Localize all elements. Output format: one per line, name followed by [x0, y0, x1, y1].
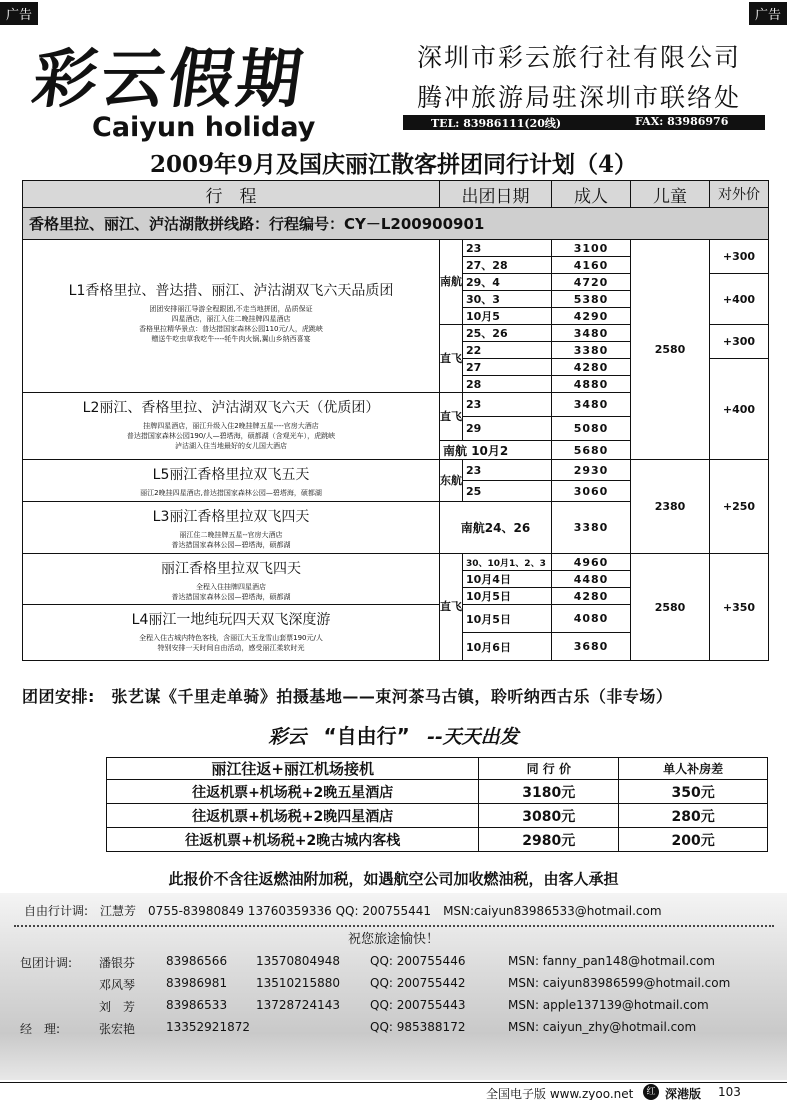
- adult-price: 4720: [552, 274, 631, 291]
- itinerary-l4: [23, 605, 440, 661]
- contact-mobile: 13570804948: [256, 954, 340, 968]
- table-row: [107, 828, 768, 852]
- free-single: 350元: [619, 780, 768, 804]
- free-price: 3080元: [479, 804, 619, 828]
- company-name: 深圳市彩云旅行社有限公司: [417, 43, 742, 72]
- itinerary-note: 四星酒店，丽江入住二晚挂牌四星酒店: [171, 315, 291, 323]
- adult-price: 3060: [552, 481, 631, 502]
- itinerary-title: 丽江香格里拉双飞四天: [161, 561, 301, 577]
- adult-price: 4290: [552, 308, 631, 325]
- adult-price: 5380: [552, 291, 631, 308]
- seal-icon: 红: [643, 1084, 659, 1100]
- adult-price: 2930: [552, 460, 631, 481]
- footer-edition: 深港版: [665, 1087, 702, 1100]
- airline-donghang: 东航: [440, 460, 463, 502]
- free-travel-table: [106, 757, 768, 852]
- adult-price: 3480: [552, 325, 631, 342]
- group-contact-label: 包团计调:: [20, 956, 73, 970]
- airline-zhifei: 直飞: [440, 325, 463, 393]
- date-cell: 28: [463, 376, 552, 393]
- retail-extra: +400: [710, 359, 769, 460]
- contact-name: 刘 芳: [99, 1000, 136, 1014]
- itinerary-note: 香格里拉精华景点：普达措国家森林公园110元/人，虎跳峡: [139, 325, 323, 333]
- free-header-item: 丽江往返+丽江机场接机: [107, 758, 479, 780]
- itinerary-title: L1香格里拉、普达措、丽江、泸沽湖双飞六天品质团: [68, 283, 394, 299]
- adult-price: 5680: [552, 441, 631, 460]
- itinerary-note: 团团安排丽江导游全程跟团,不走当地拼团，品质保证: [149, 305, 313, 313]
- date-cell: 30、3: [463, 291, 552, 308]
- contact-qq: QQ: 200755443: [370, 998, 466, 1012]
- itinerary-note: 普达措国家森林公园190/人—碧塔海，硕都湖（含观光车），虎跳峡: [126, 432, 336, 440]
- adult-price: 4880: [552, 376, 631, 393]
- adult-price: 4960: [552, 554, 631, 571]
- header-itinerary: 行 程: [23, 181, 440, 208]
- contact-name: 潘银芬: [99, 956, 136, 970]
- free-travel-contact: 自由行计调: 江慧芳 0755-83980849 13760359336 QQ: 200755441 MSN:caiyun83986533@hotmail.com: [24, 904, 662, 918]
- header-adult: 成人: [552, 181, 631, 208]
- free-item: 往返机票+机场税+2晚五星酒店: [107, 780, 479, 804]
- itinerary-note: 丽江住二晚挂牌五星--官房大酒店: [179, 531, 283, 539]
- date-cell: 29: [463, 417, 552, 441]
- adult-price: 4160: [552, 257, 631, 274]
- itinerary-note: 挂牌四星酒店，丽江升级入住2晚挂牌五星----官房大酒店: [143, 422, 319, 430]
- ad-tag-left: 广告: [0, 2, 38, 25]
- airline-zhifei: 直飞: [440, 554, 463, 661]
- itinerary-note: 丽江2晚挂四星酒店,普达措国家森林公园—碧塔海，硕都湖: [140, 489, 322, 497]
- free-price: 2980元: [479, 828, 619, 852]
- itinerary-note: 赠送牛吃虫草我吃牛----牦牛肉火锅,翼山乡纳西喜宴: [151, 335, 311, 343]
- contact-mobile: 13352921872: [166, 1020, 250, 1034]
- date-cell: 南航24、26: [440, 502, 552, 554]
- date-cell: 27: [463, 359, 552, 376]
- contact-name: 张宏艳: [99, 1022, 136, 1036]
- table-header: [23, 181, 769, 208]
- adult-price: 3100: [552, 240, 631, 257]
- date-cell: 23: [463, 240, 552, 257]
- free-travel-daily: --天天出发: [426, 726, 519, 748]
- dotted-divider: [14, 925, 774, 927]
- itinerary-note: 全程入住挂牌四星酒店: [196, 583, 266, 591]
- adult-price: 3680: [552, 633, 631, 661]
- group-arrangement: 团团安排: 张艺谋《千里走单骑》拍摄基地——束河茶马古镇，聆听纳西古乐（非专场）: [22, 687, 673, 706]
- free-travel-name: “自由行”: [323, 724, 410, 748]
- table-row: [107, 804, 768, 828]
- date-cell: 25: [463, 481, 552, 502]
- adult-price: 5080: [552, 417, 631, 441]
- liaison-office: 腾冲旅游局驻深圳市联络处: [417, 83, 742, 112]
- adult-price: 3480: [552, 393, 631, 417]
- retail-extra: +250: [710, 460, 769, 554]
- itinerary-title: L2丽江、香格里拉、泸沽湖双飞六天（优质团）: [82, 400, 380, 416]
- itinerary-note: 全程入住古城内特色客栈，含丽江大玉龙雪山套票190元/人: [139, 634, 323, 642]
- itinerary-l3b: [23, 554, 440, 605]
- contact-name: 邓风琴: [99, 978, 136, 992]
- free-header-single: 单人补房差: [619, 758, 768, 780]
- itinerary-l1: [23, 240, 440, 393]
- contact-mobile: 13728724143: [256, 998, 340, 1012]
- contact-qq: QQ: 200755442: [370, 976, 466, 990]
- itinerary-note: 特别安排一天时间自由活动，感受丽江柔软时光: [157, 644, 305, 652]
- free-single: 200元: [619, 828, 768, 852]
- free-item: 往返机票+机场税+2晚四星酒店: [107, 804, 479, 828]
- date-cell: 10月5: [463, 308, 552, 325]
- contact-msn: MSN: apple137139@hotmail.com: [508, 998, 709, 1012]
- free-item: 往返机票+机场税+2晚古城内客栈: [107, 828, 479, 852]
- blessing: 祝您旅途愉快！: [347, 932, 439, 947]
- contact-msn: MSN: fanny_pan148@hotmail.com: [508, 954, 715, 968]
- contact-bar: [403, 115, 765, 130]
- child-price: 2380: [631, 460, 710, 554]
- tour-price-table: [22, 180, 769, 661]
- contact-msn: MSN: caiyun_zhy@hotmail.com: [508, 1020, 697, 1034]
- contact-tel: 83986533: [166, 998, 228, 1012]
- date-cell: 23: [463, 460, 552, 481]
- contact-msn: MSN: caiyun83986599@hotmail.com: [508, 976, 731, 990]
- page-footer: [0, 1082, 787, 1100]
- adult-price: 3380: [552, 502, 631, 554]
- itinerary-l2: [23, 393, 440, 460]
- date-cell: 10月5日: [463, 588, 552, 605]
- route-title: 香格里拉、丽江、泸沽湖散拼线路：行程编号：CY－L200900901: [23, 208, 769, 240]
- retail-extra: +350: [710, 554, 769, 661]
- child-price: 2580: [631, 240, 710, 460]
- brand-logo-cn: 彩云假期: [27, 42, 311, 117]
- date-value: 10月2: [471, 443, 509, 458]
- free-single: 280元: [619, 804, 768, 828]
- adult-price: 4280: [552, 588, 631, 605]
- date-cell: 22: [463, 342, 552, 359]
- table-row: [107, 780, 768, 804]
- child-price: 2580: [631, 554, 710, 661]
- adult-price: 4080: [552, 605, 631, 633]
- fax-number: FAX: 83986976: [635, 115, 729, 128]
- page-headline: 2009年9月及国庆丽江散客拼团同行计划（4）: [149, 151, 638, 178]
- itinerary-title: L4丽江一地纯玩四天双飞深度游: [131, 612, 331, 628]
- header-date: 出团日期: [440, 181, 552, 208]
- retail-extra: +300: [710, 325, 769, 359]
- free-header-price: 同 行 价: [479, 758, 619, 780]
- contact-qq: QQ: 985388172: [370, 1020, 466, 1034]
- brand-logo-en: Caiyun holiday: [92, 112, 316, 143]
- free-travel-title: [0, 720, 787, 749]
- itinerary-title: L5丽江香格里拉双飞五天: [152, 467, 310, 483]
- date-cell: 23: [463, 393, 552, 417]
- date-cell: 25、26: [463, 325, 552, 342]
- footer-site: 全国电子版 www.zyoo.net: [486, 1087, 634, 1100]
- free-price: 3180元: [479, 780, 619, 804]
- manager-label: 经 理:: [20, 1022, 61, 1036]
- header-child: 儿童: [631, 181, 710, 208]
- itinerary-note: 普达措国家森林公园—碧塔海，硕都湖: [171, 541, 291, 549]
- itinerary-l3: [23, 502, 440, 554]
- contact-qq: QQ: 200755446: [370, 954, 466, 968]
- itinerary-l5: [23, 460, 440, 502]
- contact-tel: 83986566: [166, 954, 228, 968]
- page-number: 103: [718, 1085, 741, 1099]
- adult-price: 3380: [552, 342, 631, 359]
- airline-nanhang: 南航: [443, 443, 468, 458]
- date-cell: 30、10月1、2、3: [463, 554, 552, 571]
- retail-extra: +400: [710, 274, 769, 325]
- free-travel-brand: 彩云: [268, 726, 307, 748]
- ad-tag-right: 广告: [749, 2, 787, 25]
- itinerary-note: 泸沽湖入住当地最好的女儿国大酒店: [175, 442, 287, 450]
- date-cell: 29、4: [463, 274, 552, 291]
- contact-tel: 83986981: [166, 976, 228, 990]
- date-cell: 10月6日: [463, 633, 552, 661]
- itinerary-note: 普达措国家森林公园—碧塔海，硕都湖: [171, 593, 291, 601]
- adult-price: 4280: [552, 359, 631, 376]
- header-retail: 对外价: [710, 181, 769, 208]
- date-cell: 27、28: [463, 257, 552, 274]
- contact-mobile: 13510215880: [256, 976, 340, 990]
- retail-extra: +300: [710, 240, 769, 274]
- fuel-surcharge-note: 此报价不含往返燃油附加税，如遇航空公司加收燃油税，由客人承担: [168, 870, 619, 888]
- date-cell: [440, 441, 552, 460]
- tel-number: TEL: 83986111(20线): [431, 117, 562, 130]
- airline-nanhang: 南航: [440, 240, 463, 325]
- date-cell: 10月5日: [463, 605, 552, 633]
- date-cell: 10月4日: [463, 571, 552, 588]
- adult-price: 4480: [552, 571, 631, 588]
- airline-zhifei: 直飞: [440, 393, 463, 441]
- itinerary-title: L3丽江香格里拉双飞四天: [152, 509, 310, 525]
